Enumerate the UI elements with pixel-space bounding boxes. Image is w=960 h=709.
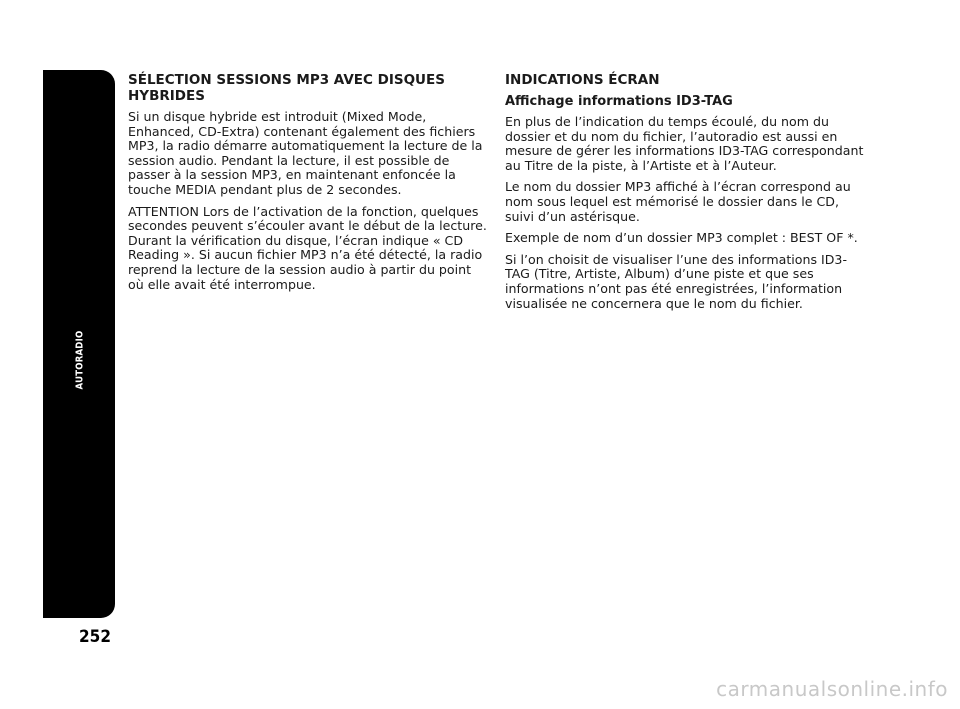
paragraph: Si l’on choisit de visualiser l’une des informations ID3-TAG (Titre, Artiste, Album) d’une piste et que ses informations n’ont pas été enregistrées, l’information visualisée ne concernera que le nom du fichier.	[505, 251, 847, 311]
paragraph: Le nom du dossier MP3 affiché à l’écran correspond au nom sous lequel est mémorisé le dossier dans le CD, suivi d’un astérisque.	[505, 179, 851, 224]
subheading-id3: Affichage informations ID3-TAG	[505, 93, 733, 109]
paragraph: Si un disque hybride est introduit (Mixed Mode, Enhanced, CD-Extra) contenant également des fichiers MP3, la radio démarre automatiquement la lecture de la session audio. Pendant la lecture, il est possible de passer à la session MP3, en maintenant enfoncée la touche MEDIA pendant plus de 2 secondes.	[128, 109, 483, 197]
paragraph: Exemple de nom d’un dossier MP3 complet : BEST OF *.	[505, 230, 858, 246]
page-number: 252	[79, 627, 111, 647]
paragraph: En plus de l’indication du temps écoulé, du nom du dossier et du nom du fichier, l’autoradio est aussi en mesure de gérer les informations ID3-TAG correspondant au Titre de la piste, à l’Artiste et à l’Auteur.	[505, 114, 864, 173]
left-column	[128, 73, 488, 299]
right-column	[505, 73, 870, 318]
watermark: carmanualsonline.info	[716, 677, 948, 701]
paragraph: ATTENTION Lors de l’activation de la fonction, quelques secondes peuvent s’écouler avant le début de la lecture. Durant la vérification du disque, l’écran indique « CD Reading ». Si aucun fichier MP3 n’a été détecté, la radio reprend la lecture de la session audio à partir du point où elle avait été interrompue.	[128, 203, 487, 292]
section-label: AUTORADIO	[74, 330, 86, 390]
section-heading-display: INDICATIONS ÉCRAN	[505, 72, 660, 88]
section-heading-mp3-sessions: SÉLECTION SESSIONS MP3 AVEC DISQUES HYBRIDES	[128, 72, 445, 104]
